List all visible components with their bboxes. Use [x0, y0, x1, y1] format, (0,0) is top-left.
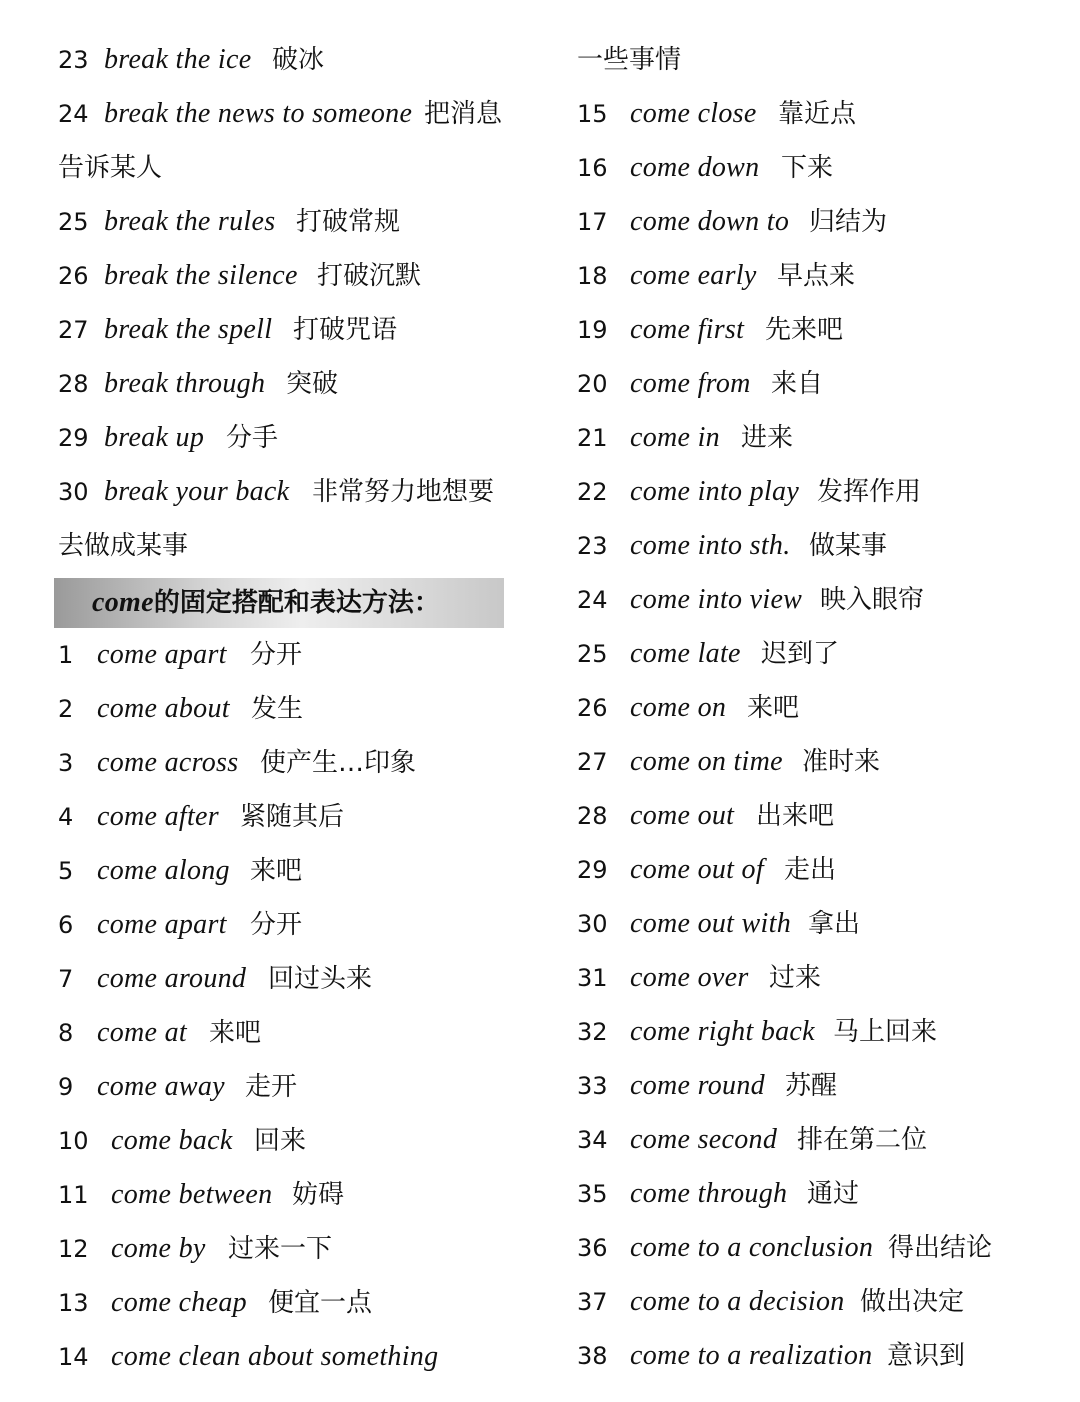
phrase-english: come away [97, 1071, 225, 1102]
item-number: 24 [577, 586, 608, 614]
phrase-english: break the silence [104, 260, 298, 291]
list-item [58, 195, 400, 249]
phrase-english: come over [630, 962, 749, 993]
phrase-chinese: 做出决定 [860, 1287, 965, 1317]
list-item [577, 303, 843, 357]
phrase-english: come close [630, 98, 757, 129]
phrase-english: come apart [97, 639, 227, 670]
item-number: 30 [58, 478, 89, 506]
item-number: 25 [577, 640, 608, 668]
list-item [58, 736, 416, 790]
phrase-chinese: 来吧 [747, 693, 800, 723]
phrase-chinese: 做某事 [809, 531, 888, 561]
item-number: 34 [577, 1126, 608, 1154]
item-number: 26 [577, 694, 608, 722]
list-item [58, 357, 338, 411]
phrase-chinese: 马上回来 [833, 1017, 938, 1047]
phrase-chinese: 准时来 [802, 747, 881, 777]
phrase-chinese: 打破沉默 [317, 261, 422, 291]
list-item [58, 1114, 306, 1168]
list-item-continuation [577, 33, 681, 87]
item-number: 20 [577, 370, 608, 398]
item-number: 1 [58, 641, 74, 669]
phrase-chinese: 突破 [286, 369, 339, 399]
list-item [577, 789, 834, 843]
phrase-english: come around [97, 963, 247, 994]
phrase-chinese: 发生 [251, 694, 304, 724]
item-number: 27 [577, 748, 608, 776]
list-item [577, 1059, 837, 1113]
list-item [58, 844, 302, 898]
phrase-chinese: 分开 [250, 910, 303, 940]
phrase-english: come across [97, 747, 239, 778]
phrase-english: come right back [630, 1016, 815, 1047]
phrase-chinese: 回来 [254, 1126, 307, 1156]
item-number: 29 [577, 856, 608, 884]
list-item [577, 87, 856, 141]
phrase-english: come down to [630, 206, 790, 237]
phrase-chinese: 过来一下 [228, 1234, 333, 1264]
phrase-chinese: 先来吧 [765, 315, 844, 345]
item-number: 9 [58, 1073, 74, 1101]
phrase-english: come to a conclusion [630, 1232, 874, 1263]
phrase-english: come second [630, 1124, 778, 1155]
phrase-english: come to a realization [630, 1340, 873, 1371]
item-number: 3 [58, 749, 74, 777]
item-number: 30 [577, 910, 608, 938]
phrase-chinese: 过来 [769, 963, 822, 993]
list-item [58, 1330, 438, 1384]
phrase-english: come into sth. [630, 530, 791, 561]
item-number: 35 [577, 1180, 608, 1208]
phrase-chinese: 靠近点 [778, 99, 857, 129]
heading-keyword: come [92, 587, 154, 618]
phrase-english: break the rules [104, 206, 276, 237]
phrase-chinese: 下来 [781, 153, 834, 183]
list-item [58, 952, 372, 1006]
phrase-chinese: 排在第二位 [797, 1125, 928, 1155]
list-item [577, 681, 799, 735]
phrase-english: come between [111, 1179, 273, 1210]
phrase-chinese: 进来 [741, 423, 794, 453]
list-item [58, 1168, 344, 1222]
phrase-english: come on [630, 692, 727, 723]
list-item [577, 627, 839, 681]
phrase-english: come into view [630, 584, 803, 615]
phrase-chinese-continued: 告诉某人 [58, 153, 163, 183]
phrase-english: come on time [630, 746, 783, 777]
phrase-english: come after [97, 801, 219, 832]
list-item [577, 1005, 937, 1059]
phrase-english: come out with [630, 908, 791, 939]
phrase-english: break the ice [104, 44, 252, 75]
list-item [577, 357, 823, 411]
phrase-english: come down [630, 152, 760, 183]
list-item [58, 1276, 372, 1330]
list-item-continuation [58, 519, 188, 573]
phrase-chinese: 紧随其后 [240, 802, 345, 832]
phrase-chinese: 妨碍 [292, 1180, 345, 1210]
phrase-chinese: 拿出 [808, 909, 861, 939]
phrase-english: come early [630, 260, 757, 291]
list-item [58, 898, 302, 952]
phrase-english: come round [630, 1070, 765, 1101]
list-item [577, 735, 880, 789]
phrase-chinese: 分开 [250, 640, 303, 670]
list-item [58, 1006, 261, 1060]
list-item [58, 628, 302, 682]
phrase-english: break the news to someone [104, 98, 413, 129]
phrase-chinese: 回过头来 [268, 964, 373, 994]
phrase-chinese: 苏醒 [785, 1071, 838, 1101]
item-number: 37 [577, 1288, 608, 1316]
phrase-english: come into play [630, 476, 800, 507]
list-item [577, 1221, 992, 1275]
list-item [577, 1275, 964, 1329]
phrase-english: come out [630, 800, 735, 831]
phrase-english: come cheap [111, 1287, 247, 1318]
phrase-english: come from [630, 368, 751, 399]
phrase-chinese: 把消息 [424, 99, 503, 129]
phrase-english: come in [630, 422, 720, 453]
list-item [577, 573, 924, 627]
phrase-chinese: 得出结论 [888, 1233, 993, 1263]
item-number: 26 [58, 262, 89, 290]
phrase-chinese-continued: 去做成某事 [58, 531, 189, 561]
phrase-chinese: 走出 [784, 855, 837, 885]
item-number: 36 [577, 1234, 608, 1262]
phrase-chinese: 打破咒语 [293, 315, 398, 345]
list-item [577, 897, 860, 951]
phrase-chinese: 出来吧 [756, 801, 835, 831]
list-item [58, 682, 303, 736]
phrase-chinese: 走开 [245, 1072, 298, 1102]
phrase-chinese: 打破常规 [296, 207, 401, 237]
phrase-chinese: 破冰 [272, 45, 325, 75]
item-number: 15 [577, 100, 608, 128]
phrase-chinese: 归结为 [809, 207, 888, 237]
phrase-chinese: 映入眼帘 [820, 585, 925, 615]
list-item [58, 465, 494, 519]
item-number: 7 [58, 965, 74, 993]
section-heading [54, 578, 504, 628]
item-number: 10 [58, 1127, 89, 1155]
phrase-english: break the spell [104, 314, 273, 345]
item-number: 23 [58, 46, 89, 74]
phrase-english: come out of [630, 854, 764, 885]
list-item [577, 1113, 927, 1167]
phrase-english: come along [97, 855, 230, 886]
list-item [58, 87, 502, 141]
phrase-chinese: 通过 [807, 1179, 860, 1209]
phrase-chinese: 发挥作用 [817, 477, 922, 507]
item-number: 6 [58, 911, 74, 939]
list-item [577, 951, 821, 1005]
item-number: 8 [58, 1019, 74, 1047]
phrase-english: come to a decision [630, 1286, 845, 1317]
item-number: 5 [58, 857, 74, 885]
item-number: 38 [577, 1342, 608, 1370]
list-item [58, 1222, 332, 1276]
list-item [577, 1329, 965, 1383]
item-number: 17 [577, 208, 608, 236]
phrase-english: break your back [104, 476, 290, 507]
list-item [577, 411, 793, 465]
list-item [58, 790, 344, 844]
list-item [577, 249, 855, 303]
item-number: 29 [58, 424, 89, 452]
phrase-chinese: 非常努力地想要 [312, 477, 495, 507]
list-item [58, 411, 278, 465]
list-item [577, 195, 887, 249]
item-number: 31 [577, 964, 608, 992]
item-number: 28 [577, 802, 608, 830]
item-number: 32 [577, 1018, 608, 1046]
phrase-chinese: 早点来 [777, 261, 856, 291]
item-number: 22 [577, 478, 608, 506]
phrase-english: come late [630, 638, 741, 669]
item-number: 21 [577, 424, 608, 452]
item-number: 27 [58, 316, 89, 344]
item-number: 16 [577, 154, 608, 182]
phrase-chinese: 分手 [226, 423, 279, 453]
list-item [577, 141, 833, 195]
item-number: 24 [58, 100, 89, 128]
heading-text: 的固定搭配和表达方法： [153, 588, 440, 618]
phrase-chinese-continued: 一些事情 [577, 45, 682, 75]
phrase-english: come back [111, 1125, 233, 1156]
list-item [58, 303, 397, 357]
phrase-english: come about [97, 693, 230, 724]
phrase-chinese: 来自 [771, 369, 824, 399]
phrase-chinese: 来吧 [250, 856, 303, 886]
list-item [577, 1167, 859, 1221]
item-number: 19 [577, 316, 608, 344]
phrase-chinese: 意识到 [887, 1341, 966, 1371]
item-number: 2 [58, 695, 74, 723]
item-number: 33 [577, 1072, 608, 1100]
list-item [577, 519, 887, 573]
phrase-english: come clean about something [111, 1341, 439, 1372]
item-number: 11 [58, 1181, 89, 1209]
item-number: 13 [58, 1289, 89, 1317]
phrase-chinese: 迟到了 [761, 639, 840, 669]
phrase-chinese: 使产生…印象 [260, 748, 417, 778]
item-number: 25 [58, 208, 89, 236]
phrase-english: break through [104, 368, 266, 399]
item-number: 18 [577, 262, 608, 290]
item-number: 4 [58, 803, 74, 831]
list-item [577, 465, 921, 519]
phrase-english: come through [630, 1178, 788, 1209]
item-number: 23 [577, 532, 608, 560]
phrase-english: come at [97, 1017, 187, 1048]
phrase-english: break up [104, 422, 205, 453]
list-item [58, 33, 324, 87]
item-number: 28 [58, 370, 89, 398]
list-item [58, 249, 421, 303]
list-item-continuation [58, 141, 162, 195]
list-item [577, 843, 836, 897]
list-item [58, 1060, 297, 1114]
item-number: 12 [58, 1235, 89, 1263]
phrase-chinese: 来吧 [209, 1018, 262, 1048]
phrase-english: come first [630, 314, 745, 345]
phrase-chinese: 便宜一点 [268, 1288, 373, 1318]
item-number: 14 [58, 1343, 89, 1371]
phrase-english: come apart [97, 909, 227, 940]
phrase-english: come by [111, 1233, 206, 1264]
